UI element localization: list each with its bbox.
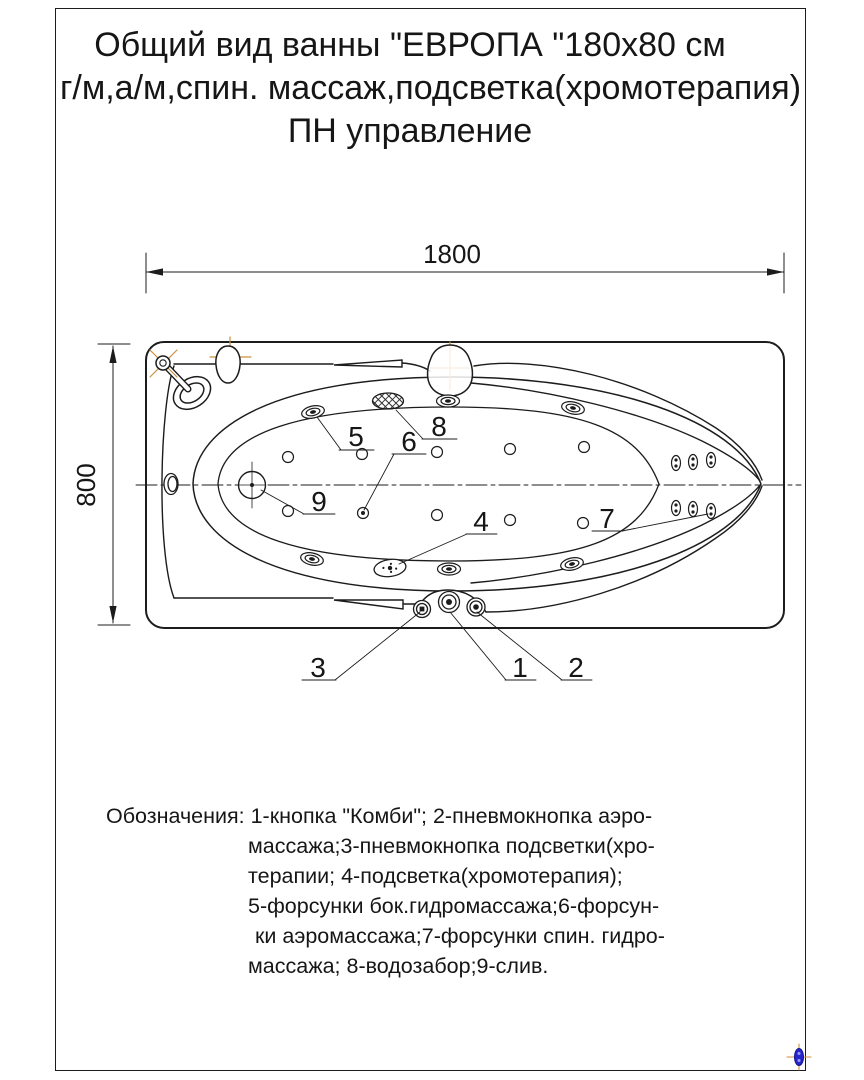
aero-jet bbox=[432, 447, 443, 458]
legend-line-2: массажа;3-пневмокнопка подсветки(хро- bbox=[248, 834, 655, 858]
callout-1: 1 bbox=[512, 652, 528, 683]
leader-6 bbox=[364, 454, 426, 510]
callout-3: 3 bbox=[310, 652, 326, 683]
aero-jet bbox=[432, 510, 443, 521]
light-chromotherapy bbox=[373, 557, 407, 578]
back-jet bbox=[689, 502, 698, 517]
side-jet-bottom-left bbox=[300, 551, 325, 568]
title-line-1: Общий вид ванны "ЕВРОПА "180х80 см bbox=[94, 26, 726, 64]
rim-top-to-headrest bbox=[402, 363, 430, 371]
control-buttons bbox=[414, 592, 486, 618]
drain-symbol bbox=[239, 462, 266, 508]
tap-hole bbox=[210, 337, 251, 383]
back-hydro-jets bbox=[672, 453, 716, 519]
back-jet-callout-target bbox=[707, 504, 716, 519]
callout-9: 9 bbox=[311, 486, 327, 517]
callout-numbers bbox=[310, 411, 615, 683]
title-line-2: г/м,а/м,спин. массаж,подсветка(хромотерапия) bbox=[60, 69, 802, 107]
back-jet bbox=[689, 455, 698, 470]
legend-line-1: Обозначения: 1-кнопка "Комби"; 2-пневмокнопка аэро- bbox=[106, 804, 653, 828]
callout-leaders bbox=[261, 410, 708, 680]
grip-ledge-bottom bbox=[334, 600, 403, 609]
shower-head bbox=[156, 356, 170, 370]
callout-2: 2 bbox=[568, 652, 584, 683]
bowl-outer-edge bbox=[193, 377, 761, 591]
back-jet bbox=[672, 456, 681, 471]
side-jet-top-right bbox=[561, 400, 586, 417]
legend-line-3: терапии; 4-подсветка(хромотерапия); bbox=[248, 864, 623, 888]
deck-sweep-curves bbox=[416, 363, 762, 614]
back-jet bbox=[707, 453, 716, 468]
arrowhead-top bbox=[109, 346, 116, 363]
deck-sweep-bottom-outer bbox=[486, 486, 762, 612]
button-kombi-1 bbox=[439, 592, 460, 613]
legend-line-6: массажа; 8-водозабор;9-слив. bbox=[248, 954, 549, 978]
dimension-length-value: 1800 bbox=[423, 239, 481, 269]
deck-sweep-top-outer bbox=[474, 363, 762, 480]
arrowhead-bottom bbox=[109, 606, 116, 623]
back-jet bbox=[672, 501, 681, 516]
dimension-width-value: 800 bbox=[71, 463, 101, 507]
side-jet-bottom-right bbox=[560, 556, 585, 573]
aero-jet-center-dot bbox=[361, 511, 365, 515]
callout-7: 7 bbox=[599, 503, 615, 534]
aero-jet bbox=[283, 452, 294, 463]
leader-5 bbox=[317, 417, 374, 450]
legend-block bbox=[106, 801, 665, 981]
button-aero-2 bbox=[467, 598, 485, 616]
water-intake-hatched bbox=[373, 393, 404, 409]
side-jet-top-left bbox=[301, 404, 326, 421]
callout-4: 4 bbox=[473, 506, 489, 537]
legend-line-5: ки аэромассажа;7-форсунки спин. гидро- bbox=[255, 924, 665, 948]
dimension-width bbox=[71, 344, 130, 625]
aero-jet bbox=[505, 444, 516, 455]
hand-shower bbox=[150, 350, 217, 416]
stray-blue-mark bbox=[787, 1044, 811, 1070]
headrest bbox=[428, 342, 473, 396]
arrowhead-left bbox=[146, 268, 163, 275]
leader-4 bbox=[399, 534, 497, 564]
arrowhead-right bbox=[767, 268, 784, 275]
dimension-length bbox=[146, 239, 784, 293]
side-jet-bottom-center bbox=[438, 563, 461, 575]
callout-6: 6 bbox=[401, 426, 417, 457]
callout-8: 8 bbox=[431, 411, 447, 442]
overflow-fitting bbox=[164, 474, 178, 495]
aero-jet bbox=[578, 518, 589, 529]
title-line-3: ПН управление bbox=[287, 112, 533, 150]
grip-ledge-top bbox=[334, 360, 402, 367]
deck-sweep-top-inner bbox=[471, 383, 760, 481]
aero-jet bbox=[505, 515, 516, 526]
callout-5: 5 bbox=[348, 421, 364, 452]
legend-line-4: 5-форсунки бок.гидромассажа;6-форсун- bbox=[248, 894, 660, 918]
aero-jet bbox=[579, 442, 590, 453]
side-jet-top-center bbox=[437, 395, 460, 407]
